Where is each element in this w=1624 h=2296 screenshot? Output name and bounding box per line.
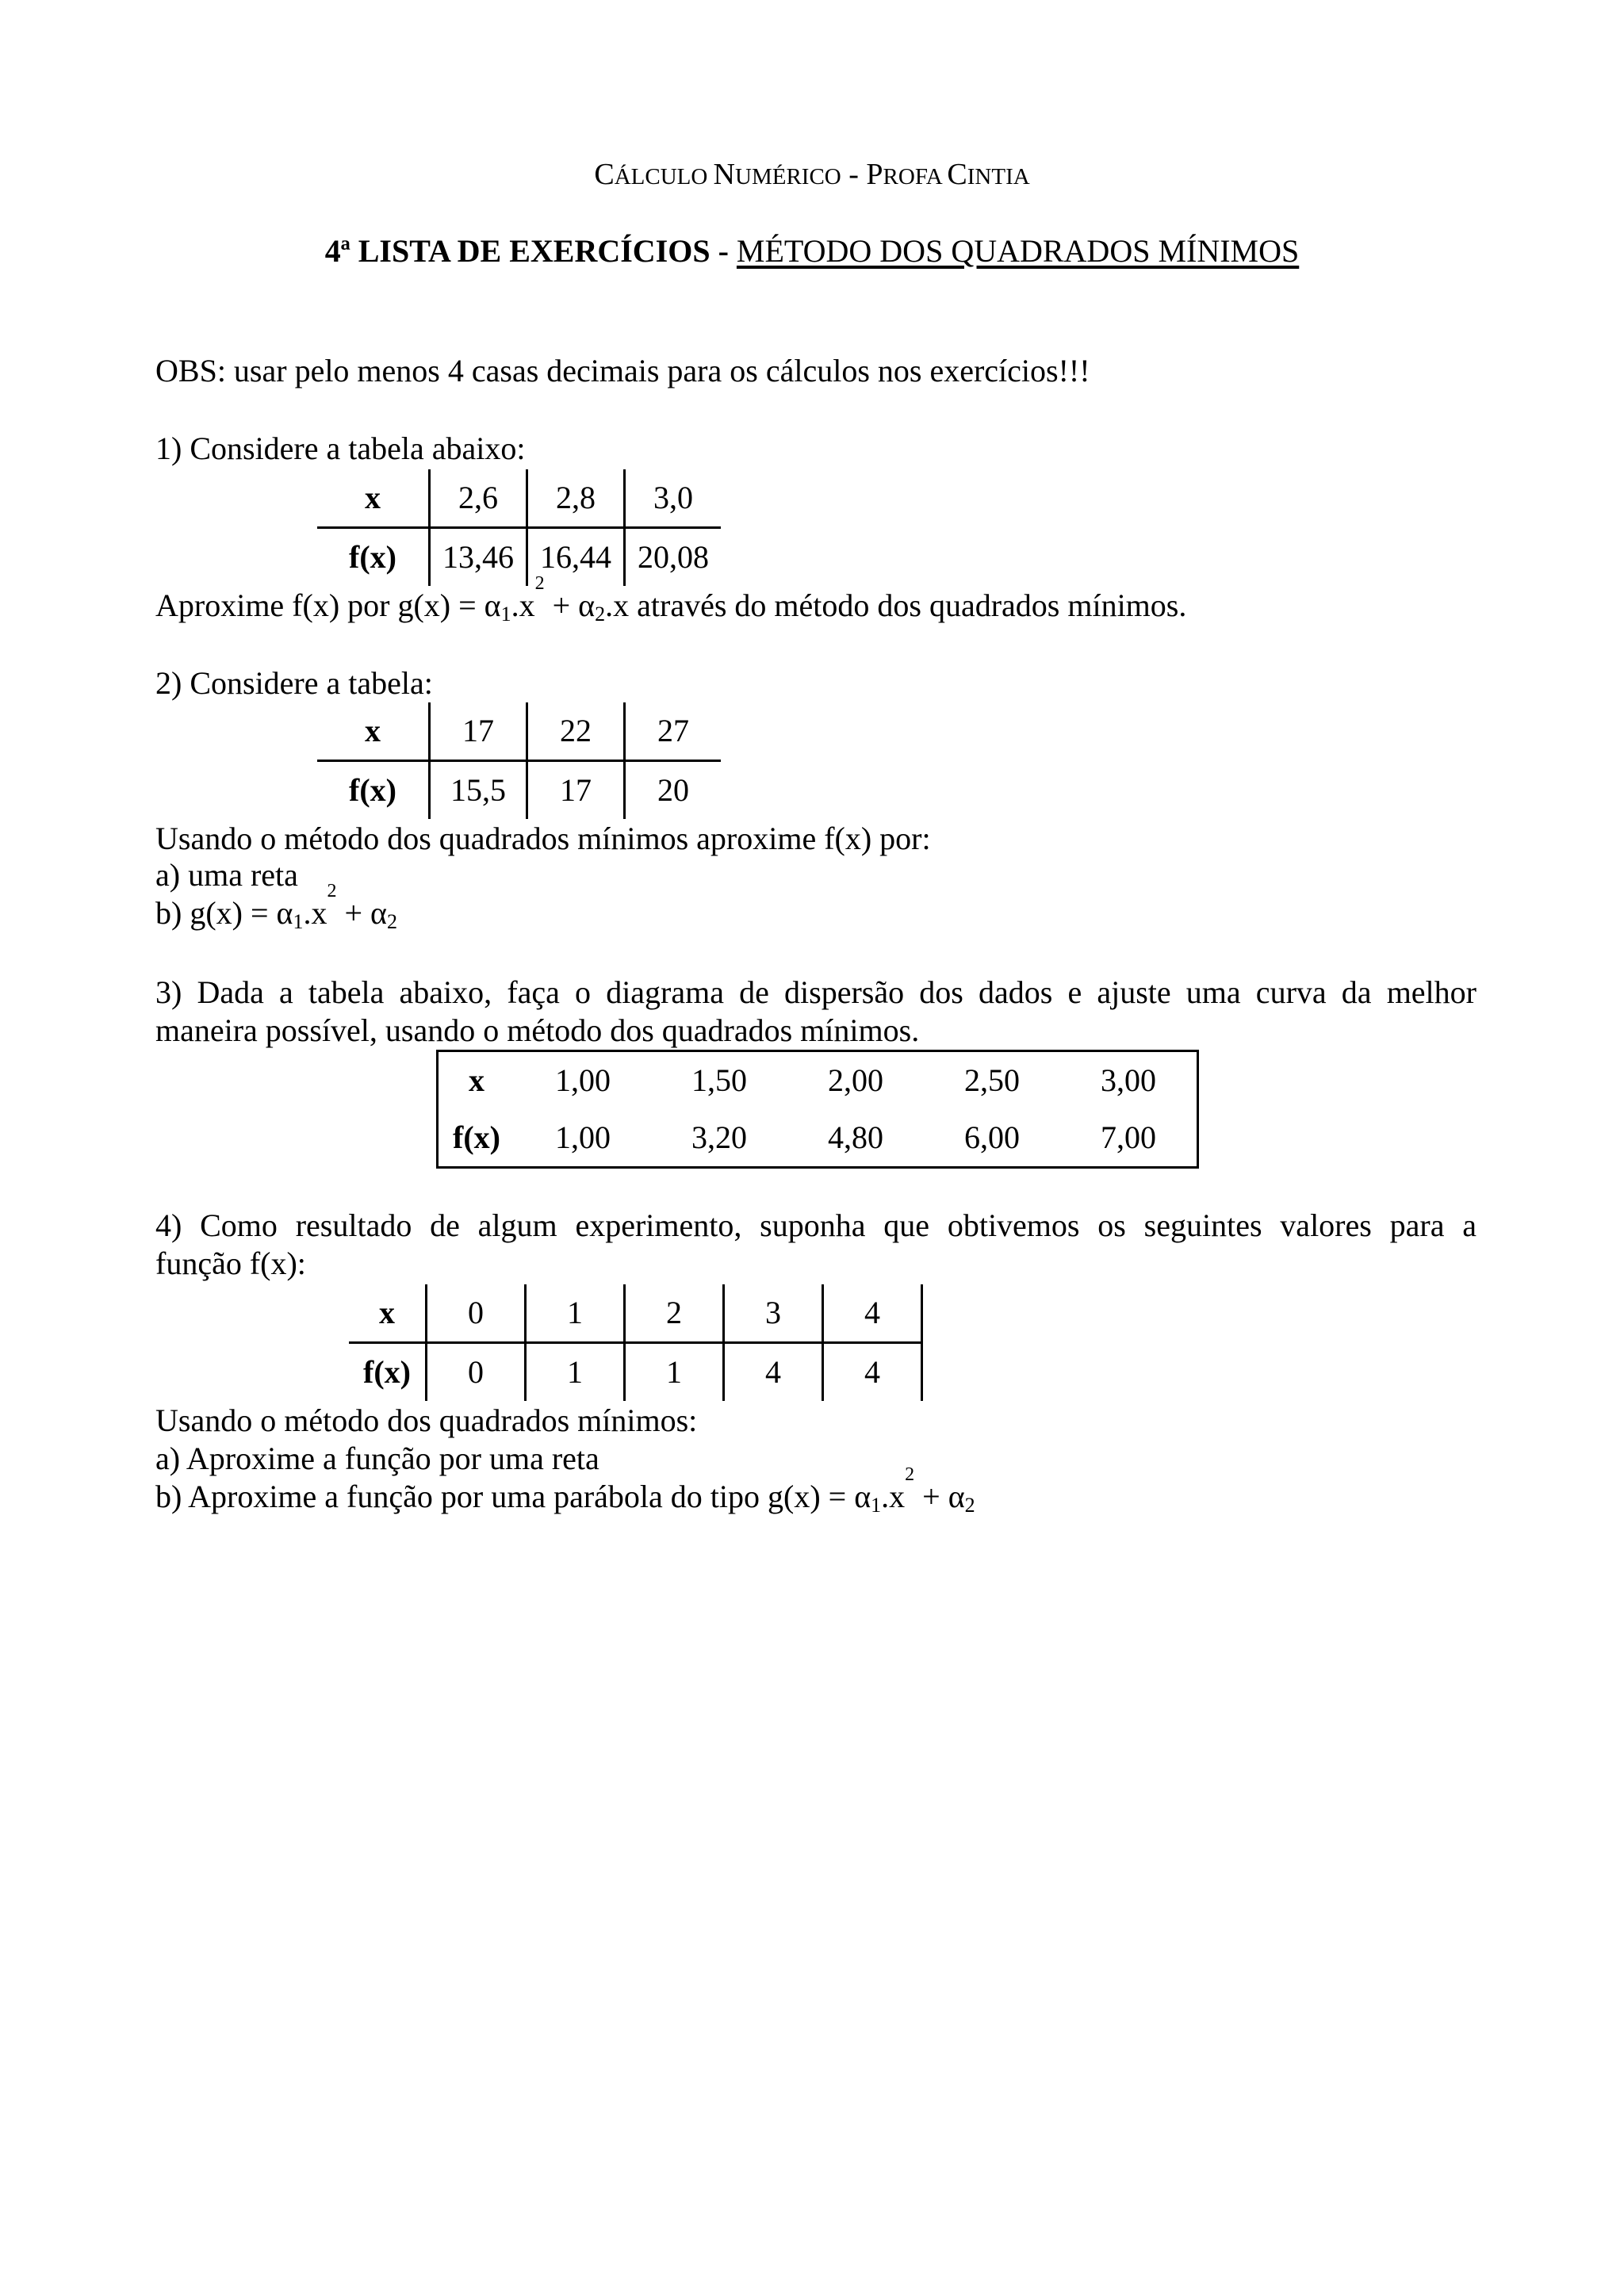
- table-header-fx: f(x): [363, 1354, 411, 1390]
- table-row: [438, 1051, 1198, 1110]
- table-row: [317, 761, 721, 820]
- header-letter: N: [713, 158, 735, 191]
- header-separator: -: [841, 158, 867, 191]
- table-cell: 1,50: [691, 1062, 747, 1098]
- table-cell: 27: [625, 702, 722, 761]
- ex4-item-b: b) Aproxime a função por uma parábola do tipo $g(x) = \alpha_1.x^2 + \alpha_2$: [155, 1464, 975, 1517]
- header-smallcaps: ÁLCULO: [614, 164, 714, 189]
- table-cell: 7,00: [1101, 1119, 1156, 1155]
- title-bold: 4ª LISTA DE EXERCÍCIOS -: [324, 233, 729, 269]
- table-cell: 1,00: [555, 1062, 611, 1098]
- table-cell: 15,5: [430, 761, 527, 820]
- table-cell: 2: [625, 1284, 724, 1343]
- ex4-line1: 4) Como resultado de algum experimento, suponha que obtivemos os seguintes valores para a: [155, 1207, 1477, 1243]
- table-header-x: x: [317, 702, 430, 761]
- table-row: [317, 469, 721, 528]
- table-cell: 13,46: [430, 528, 527, 587]
- ex2-item-a: a) uma reta: [155, 857, 298, 893]
- table-cell: 2,8: [527, 469, 625, 528]
- ex3-table: [436, 1050, 1199, 1169]
- table-cell: 3,20: [691, 1119, 747, 1155]
- table-cell: 17: [430, 702, 527, 761]
- header-letter: C: [947, 158, 967, 191]
- table-cell: 1: [526, 1284, 625, 1343]
- table-row: [317, 528, 721, 587]
- table-header-x: x: [469, 1062, 485, 1098]
- ex3-line2: maneira possível, usando o método dos quadrados mínimos.: [155, 1012, 920, 1048]
- obs-note: OBS: usar pelo menos 4 casas decimais para os cálculos nos exercícios!!!: [155, 353, 1090, 388]
- header-smallcaps: ROFA: [883, 164, 948, 189]
- table-row: [317, 702, 721, 761]
- ex4-table: [349, 1284, 923, 1401]
- ex1-table: [317, 469, 721, 586]
- table-cell: 4: [823, 1343, 922, 1402]
- title-underlined: MÉTODO DOS QUADRADOS MÍNIMOS: [736, 233, 1300, 269]
- table-header-fx: f(x): [349, 539, 396, 575]
- page-title: [0, 232, 1624, 270]
- ex1-statement: Aproxime f(x) por $g(x) = \alpha_1.x^2 + \alpha_2.x$ através do método dos quadrados mínimos.: [155, 573, 1187, 626]
- table-header-x: x: [317, 469, 430, 528]
- table-cell: 2,50: [964, 1062, 1020, 1098]
- table-cell: 2,00: [828, 1062, 883, 1098]
- course-header: [0, 157, 1624, 193]
- ex2-statement: Usando o método dos quadrados mínimos aproxime f(x) por:: [155, 821, 931, 856]
- ex2-item-b: b) $g(x) = \alpha_1.x^2 + \alpha_2$: [155, 881, 397, 933]
- table-cell: 4: [724, 1343, 823, 1402]
- table-cell: 20: [625, 761, 722, 820]
- table-cell: 0: [427, 1343, 526, 1402]
- ex1-intro: 1) Considere a tabela abaixo:: [155, 430, 526, 466]
- table-cell: 1: [526, 1343, 625, 1402]
- ex4-line2: função f(x):: [155, 1246, 306, 1281]
- table-cell: 3,0: [625, 469, 722, 528]
- table-cell: 16,44: [527, 528, 625, 587]
- table-cell: 1: [625, 1343, 724, 1402]
- table-header-x: x: [349, 1284, 427, 1343]
- table-cell: 4,80: [828, 1119, 883, 1155]
- table-header-fx: f(x): [349, 772, 396, 808]
- table-cell: 3,00: [1101, 1062, 1156, 1098]
- table-row: [349, 1343, 922, 1402]
- header-letter: P: [866, 158, 883, 191]
- table-cell: 0: [427, 1284, 526, 1343]
- table-cell: 20,08: [625, 528, 722, 587]
- header-smallcaps: INTIA: [967, 164, 1030, 189]
- table-cell: 1,00: [555, 1119, 611, 1155]
- ex4-statement: Usando o método dos quadrados mínimos:: [155, 1402, 698, 1438]
- table-row: [349, 1284, 922, 1343]
- table-row: [438, 1109, 1198, 1168]
- header-letter: C: [594, 158, 615, 191]
- table-cell: 6,00: [964, 1119, 1020, 1155]
- table-cell: 4: [823, 1284, 922, 1343]
- ex3-line1: 3) Dada a tabela abaixo, faça o diagrama de dispersão dos dados e ajuste uma curva da melhor: [155, 974, 1477, 1010]
- ex4-item-a: a) Aproxime a função por uma reta: [155, 1441, 599, 1476]
- ex2-table: [317, 702, 721, 819]
- table-cell: 2,6: [430, 469, 527, 528]
- table-cell: 22: [527, 702, 625, 761]
- table-cell: 17: [527, 761, 625, 820]
- table-header-fx: f(x): [453, 1119, 500, 1155]
- table-cell: 3: [724, 1284, 823, 1343]
- ex2-intro: 2) Considere a tabela:: [155, 665, 433, 701]
- header-smallcaps: UMÉRICO: [735, 164, 841, 189]
